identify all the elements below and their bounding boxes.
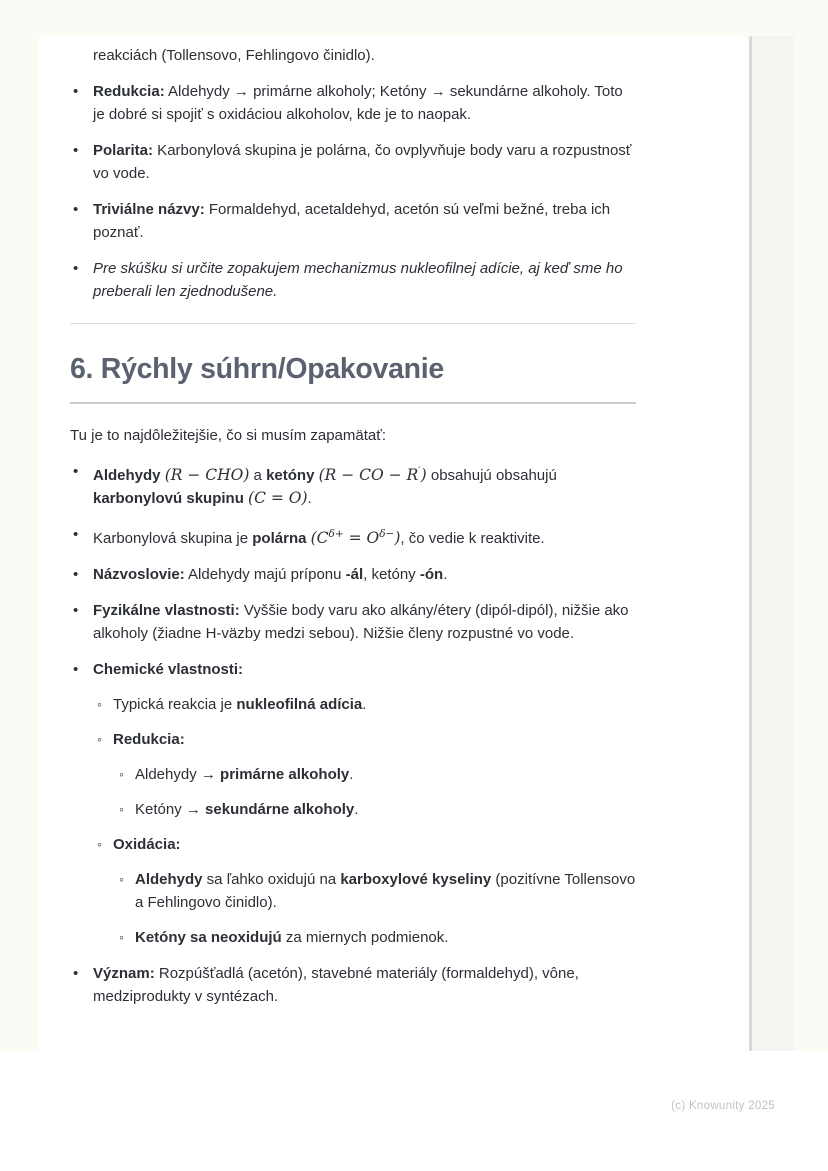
text-run: . xyxy=(307,490,312,507)
list-item-text xyxy=(93,142,631,182)
bullet-circle-icon: ◦ xyxy=(97,696,102,712)
text-run: , ketóny xyxy=(363,566,420,583)
text-run: ) xyxy=(420,466,427,484)
list-item-text xyxy=(93,260,623,300)
list-item-text xyxy=(93,467,557,507)
bullet-circle-icon: ◦ xyxy=(119,801,124,817)
list-item-text xyxy=(135,801,358,818)
bullet-disc-icon: • xyxy=(73,566,79,583)
list-item-text xyxy=(93,201,610,241)
text-run: Oxidácia: xyxy=(113,836,181,853)
list-item-text xyxy=(135,766,353,783)
bullet-circle-icon: ◦ xyxy=(119,871,124,887)
text-run: Aldehydy xyxy=(93,467,161,484)
text-run: Význam: xyxy=(93,965,155,982)
list-item xyxy=(70,198,636,244)
text-run: karbonylovú skupinu xyxy=(93,490,244,507)
list-item xyxy=(70,563,636,586)
text-run: Ketóny → xyxy=(135,801,206,818)
bullet-disc-icon: • xyxy=(73,965,79,982)
text-run: (R − CO − R xyxy=(318,466,419,484)
text-run: Vyššie body varu ako alkány/étery (dipól-dipól), nižšie ako alkoholy (žiadne H-väzby medzi sebou). Nižšie členy rozpustné vo vode. xyxy=(93,602,629,642)
text-run: . xyxy=(349,766,354,783)
bullet-disc-icon: • xyxy=(73,463,79,480)
text-run: obsahujú xyxy=(426,467,496,484)
bullet-disc-icon: • xyxy=(73,142,79,159)
text-run: . xyxy=(443,566,448,583)
text-run: (C = O) xyxy=(248,489,308,507)
text-run: ketóny xyxy=(266,467,315,484)
text-run: Triviálne názvy: xyxy=(93,201,205,218)
text-run: Aldehydy → primárne alkoholy; Ketóny → sekundárne alkoholy. Toto je dobré si spojiť s oxidáciou alkoholov, kde je to naopak. xyxy=(93,83,623,123)
bullet-circle-icon: ◦ xyxy=(97,836,102,852)
list-item xyxy=(70,798,636,821)
text-run: Typická reakcia je xyxy=(113,696,237,713)
bullet-circle-icon: ◦ xyxy=(119,929,124,945)
paragraph xyxy=(70,424,636,447)
text-run: . xyxy=(362,696,367,713)
copyright-footer: (c) Knowunity 2025 xyxy=(671,1100,775,1112)
text-run: Ketóny sa neoxidujú xyxy=(135,929,282,946)
text-run: reakciách (Tollensovo, Fehlingovo činidlo). xyxy=(93,47,375,64)
list-item xyxy=(70,139,636,185)
text-run: -ón xyxy=(419,566,444,583)
list-item-text xyxy=(93,83,623,123)
list-item xyxy=(70,693,636,716)
list-item-text xyxy=(135,871,635,911)
bullet-disc-icon: • xyxy=(73,83,79,100)
text-run: δ− xyxy=(379,528,395,540)
text-run: -ál xyxy=(345,566,364,583)
bullet-disc-icon: • xyxy=(73,661,79,678)
text-run: a xyxy=(249,467,267,484)
list-item-text xyxy=(93,661,243,678)
text-run: za miernych podmienok. xyxy=(281,929,449,946)
bullet-disc-icon: • xyxy=(73,526,79,543)
text-run: (C xyxy=(310,529,329,547)
text-run: Aldehydy → xyxy=(135,766,221,783)
text-run: Tu je to najdôležitejšie, čo si musím zapamätať: xyxy=(70,427,387,444)
text-run: Fyzikálne vlastnosti: xyxy=(93,602,240,619)
list-item xyxy=(70,658,636,681)
text-run: polárna xyxy=(252,530,307,547)
text-run: primárne alkoholy xyxy=(220,766,350,783)
text-run: . xyxy=(354,801,359,818)
text-run: Rozpúšťadlá (acetón), stavebné materiály (formaldehyd), vône, medziprodukty v syntézach. xyxy=(93,965,579,1005)
list-item xyxy=(70,868,636,914)
text-run: Formaldehyd, acetaldehyd, acetón sú veľmi bežné, treba ich poznať. xyxy=(93,201,611,241)
next-page-edge xyxy=(749,36,794,1051)
bullet-disc-icon: • xyxy=(73,260,79,277)
text-run: Polarita: xyxy=(93,142,154,159)
text-run: Pre skúšku si určite zopakujem mechanizmus nukleofilnej adície, aj keď sme ho preberali len zjednodušene. xyxy=(93,260,623,300)
text-run: ) xyxy=(394,529,401,547)
list-item xyxy=(70,763,636,786)
list-item-text xyxy=(113,836,181,853)
list-item-text xyxy=(93,566,447,583)
bullet-circle-icon: ◦ xyxy=(97,731,102,747)
bullet-circle-icon: ◦ xyxy=(119,766,124,782)
list-item xyxy=(70,962,636,1008)
list-item xyxy=(70,257,636,303)
text-run: (R − CHO) xyxy=(164,466,250,484)
text-run: Karbonylová skupina je xyxy=(93,530,253,547)
text-run: karboxylové kyseliny xyxy=(340,871,492,888)
text-run: sekundárne alkoholy xyxy=(205,801,355,818)
document-page xyxy=(38,36,749,1051)
list-item-text xyxy=(135,929,448,946)
section-heading xyxy=(70,350,636,404)
text-run: Redukcia: xyxy=(113,731,185,748)
list-item-text xyxy=(113,696,366,713)
list-item xyxy=(70,728,636,751)
bullet-disc-icon: • xyxy=(73,602,79,619)
text-run: = O xyxy=(343,529,380,547)
list-item xyxy=(70,523,636,550)
divider xyxy=(70,323,636,324)
list-item xyxy=(70,460,636,510)
text-run: Názvoslovie: xyxy=(93,566,185,583)
text-run: Karbonylová skupina je polárna, čo ovplyvňuje body varu a rozpustnosť vo vode. xyxy=(93,142,632,182)
text-run: Chemické vlastnosti: xyxy=(93,661,244,678)
text-run: obsahujú xyxy=(495,467,557,484)
list-item-text xyxy=(113,731,185,748)
text-run: 6. Rýchly súhrn/Opakovanie xyxy=(70,353,444,385)
text-run: ′ xyxy=(418,465,421,477)
text-run: Aldehydy majú príponu xyxy=(184,566,346,583)
list-item xyxy=(70,80,636,126)
bullet-disc-icon: • xyxy=(73,201,79,218)
list-item-text xyxy=(93,965,579,1005)
text-run: , čo vedie k reaktivite. xyxy=(400,530,545,547)
list-item-text xyxy=(93,530,545,547)
paragraph xyxy=(93,44,636,67)
text-run: Aldehydy xyxy=(135,871,203,888)
document-body xyxy=(70,42,636,1008)
list-item-text xyxy=(93,602,629,642)
text-run: δ+ xyxy=(328,528,344,540)
text-run: sa ľahko oxidujú na xyxy=(202,871,341,888)
text-run: (pozitívne Tollensovo a Fehlingovo činidlo). xyxy=(135,871,636,911)
list-item xyxy=(70,599,636,645)
text-run: Redukcia: xyxy=(93,83,165,100)
list-item xyxy=(70,926,636,949)
text-run: nukleofilná adícia xyxy=(236,696,363,713)
list-item xyxy=(70,833,636,856)
